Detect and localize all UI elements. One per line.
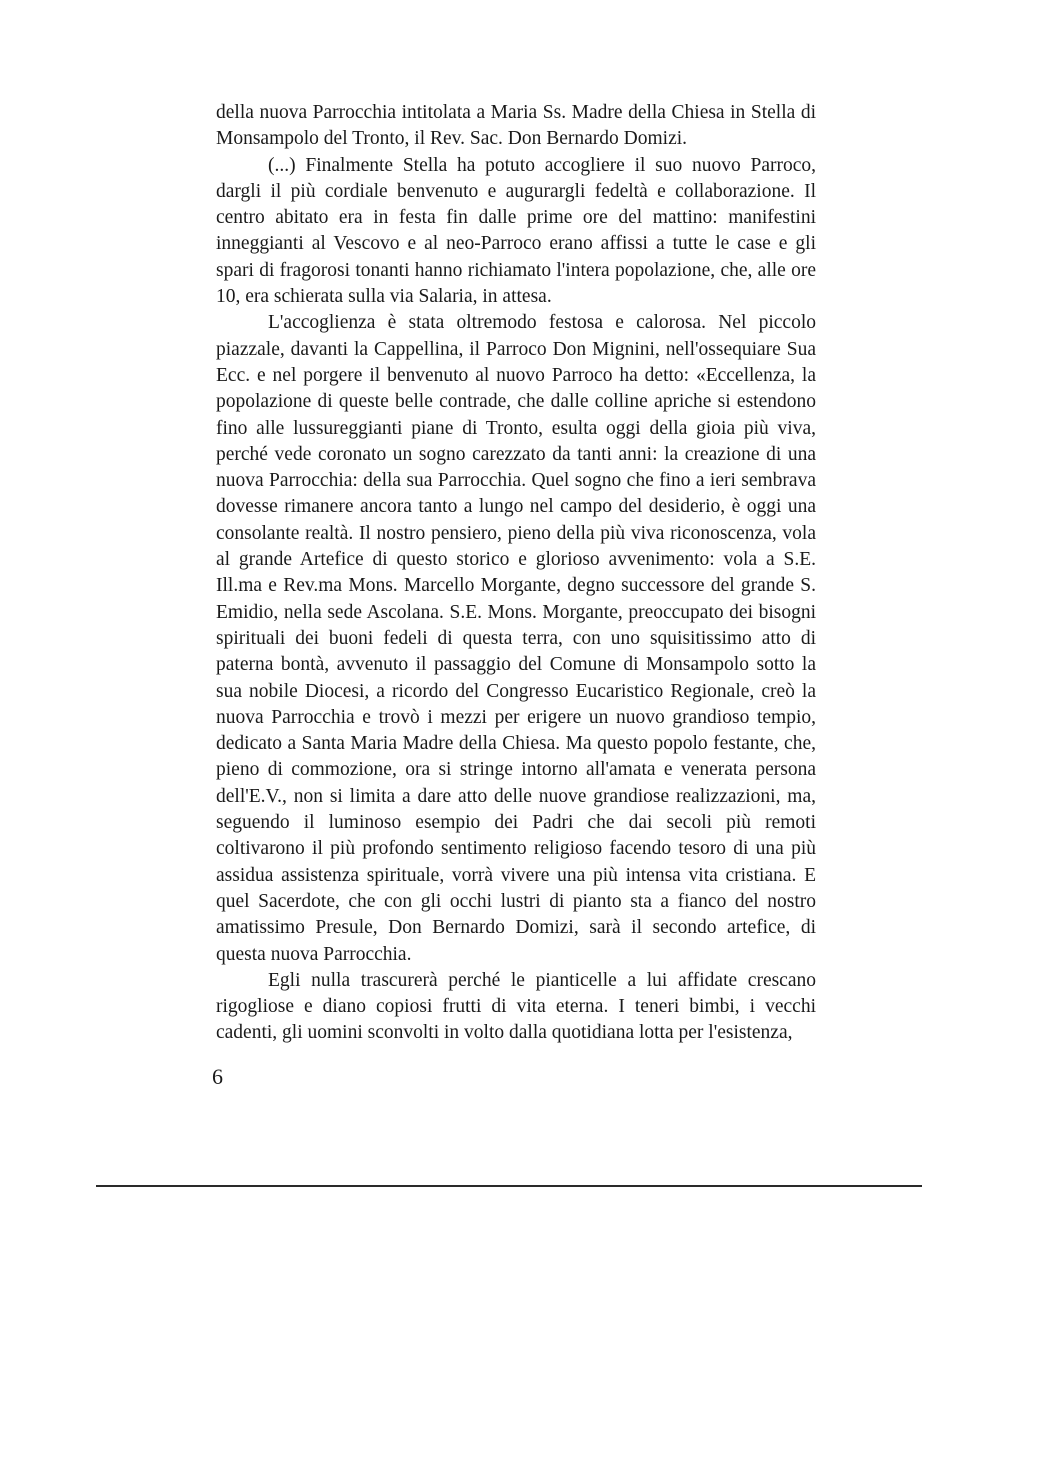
page-body-text [216, 100, 816, 1047]
footer-divider [96, 1185, 922, 1187]
page-number: 6 [212, 1064, 223, 1089]
paragraph-arrival: (...) Finalmente Stella ha potuto accogliere il suo nuovo Parroco, dargli il più cordiale benvenuto e augurargli fedeltà e collaborazione. Il centro abitato era in festa fin dalle prime ore del mattino: manifestini inneggianti al Vescovo e al neo-Parroco erano affissi a tutte le case e gli spari di fragorosi tonanti hanno richiamato l'intera popolazione, che, alle ore 10, era schierata sulla via Salaria, in attesa. [216, 154, 816, 308]
paragraph-closing: Egli nulla trascurerà perché le pianticelle a lui affidate crescano rigogliose e diano copiosi frutti di vita eterna. I teneri bimbi, i vecchi cadenti, gli uomini sconvolti in volto dalla quotidiana lotta per l'esistenza, [216, 969, 816, 1044]
paragraph-continuation: della nuova Parrocchia intitolata a Maria Ss. Madre della Chiesa in Stella di Monsampolo del Tronto, il Rev. Sac. Don Bernardo Domizi. [216, 102, 816, 150]
paragraph-welcome-speech: L'accoglienza è stata oltremodo festosa e calorosa. Nel piccolo piazzale, davanti la Cappellina, il Parroco Don Mignini, nell'ossequiare Sua Ecc. e nel porgere il benvenuto al nuovo Parroco ha detto: «Eccellenza, la popolazione di queste belle contrade, che dalle colline apriche si estendono fino alle lussureggianti piane di Tronto, esulta oggi della gioia più viva, perché vede coronato un sogno carezzato da tanti anni: la creazione di una nuova Parrocchia: della sua Parrocchia. Quel sogno che fino a ieri sembrava dovesse rimanere ancora tanto a lungo nel campo del desiderio, è oggi una consolante realtà. Il nostro pensiero, pieno della più viva riconoscenza, vola al grande Artefice di questo storico e glorioso avvenimento: vola a S.E. Ill.ma e Rev.ma Mons. Marcello Morgante, degno successore del grande S. Emidio, nella sede Ascolana. S.E. Mons. Morgante, preoccupato dei bisogni spirituali dei buoni fedeli di questa terra, con uno squisitissimo atto di paterna bontà, avvenuto il passaggio del Comune di Monsampolo sotto la sua nobile Diocesi, a ricordo del Congresso Eucaristico Regionale, creò la nuova Parrocchia e trovò i mezzi per erigere un nuovo grandioso tempio, dedicato a Santa Maria Madre della Chiesa. Ma questo popolo festante, che, pieno di commozione, ora si stringe intorno all'amata e venerata persona dell'E.V., non si limita a dare atto delle nuove grandiose realizzazioni, ma, seguendo il luminoso esempio dei Padri che dai secoli più remoti coltivarono il più profondo sentimento religioso facendo tesoro di una più assidua assistenza spirituale, vorrà vivere una più intensa vita cristiana. E quel Sacerdote, che con gli occhi lustri di pianto sta a fianco del nostro amatissimo Presule, Don Bernardo Domizi, sarà il secondo artefice, di questa nuova Parrocchia. [216, 312, 816, 965]
